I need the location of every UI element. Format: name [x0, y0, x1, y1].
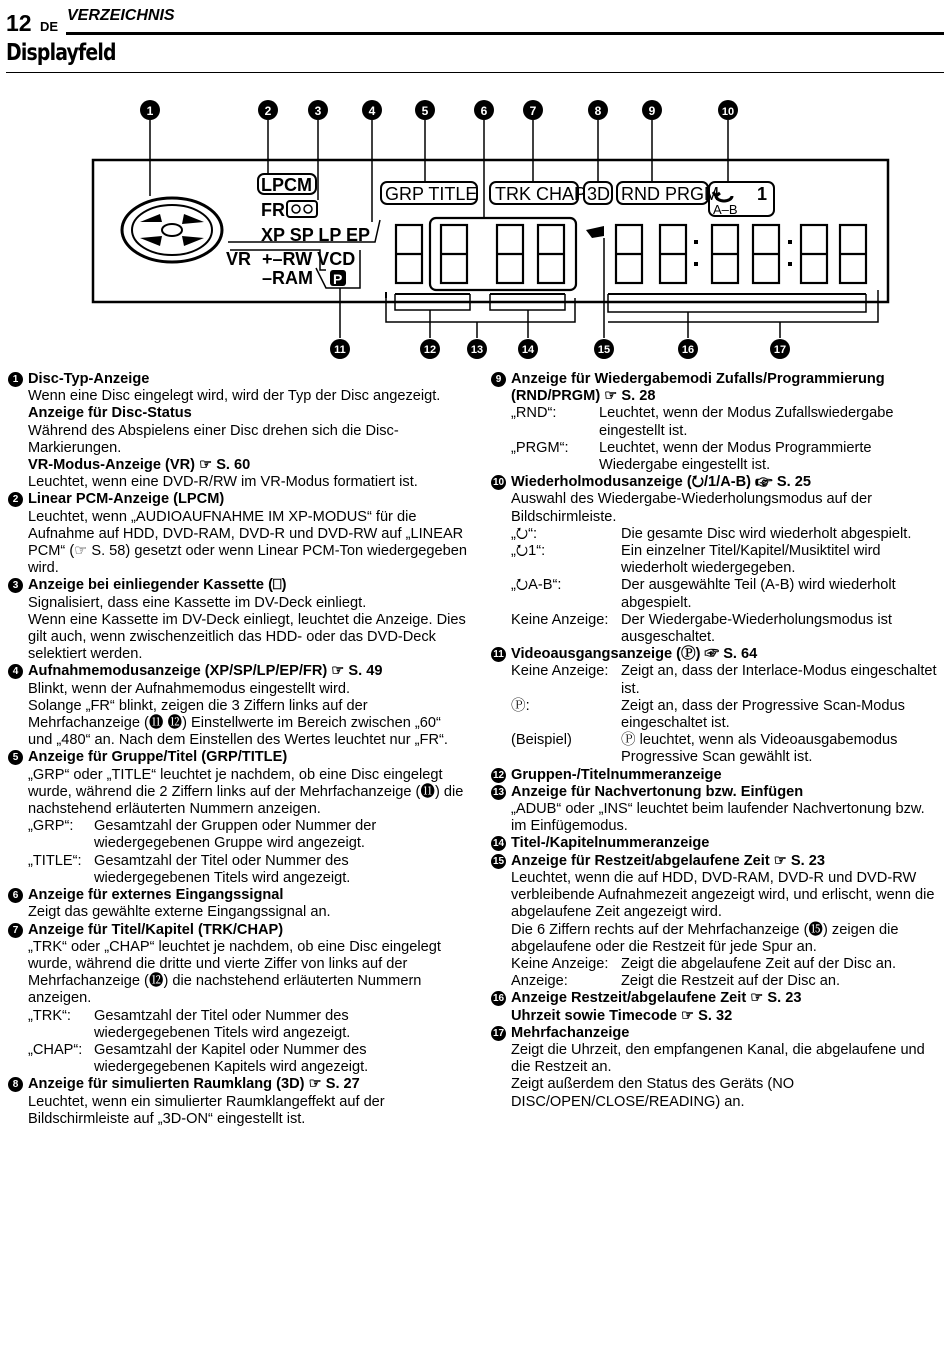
legend-text: Zeigt das gewählte externe Eingangssignal an. — [28, 904, 331, 921]
legend-item-3 — [8, 577, 468, 663]
legend-definition: Zeigt die Restzeit auf der Disc an. — [621, 973, 841, 990]
legend-heading: Anzeige für Gruppe/Titel (GRP/TITLE) — [28, 749, 288, 766]
legend-definition: Gesamtzahl der Titel oder Nummer des wiedergegebenen Titels wird angezeigt. — [94, 1007, 351, 1041]
legend-heading: Anzeige Restzeit/abgelaufene Zeit ☞ S. 23 — [511, 990, 802, 1007]
callout-5: 5 — [421, 104, 429, 118]
legend-text: Leuchtet, wenn ein simulierter Raumklangeffekt auf der Bildschirmleiste auf „3D-ON“ eingestellt ist. — [28, 1093, 385, 1127]
legend-number: 17 — [492, 1027, 505, 1039]
header-rule — [66, 32, 944, 35]
legend-item-17 — [491, 1025, 941, 1111]
page-number: 12 — [6, 10, 32, 36]
legend-definition: Gesamtzahl der Titel oder Nummer des wiedergegebenen Titels wird angezeigt. — [94, 852, 351, 886]
legend-item-14 — [491, 835, 941, 852]
legend-definition: Der ausgewählte Teil (A-B) wird wiederholt abgespielt. — [621, 577, 896, 611]
callout-10: 10 — [721, 106, 735, 118]
legend-number: 8 — [8, 1077, 23, 1092]
legend-text: Solange „FR“ blinkt, zeigen die 3 Ziffern links auf der Mehrfachanzeige (⓫ ⓬) Einstellwerte im Bereich zwischen „60“ und „480“ an. Nach dem Einstellen des Wertes leuchtet nur „FR“. — [28, 697, 448, 749]
callout-13: 13 — [470, 344, 484, 356]
legend-item-4 — [8, 663, 468, 749]
rw-vcd-indicator: +–RW VCD — [262, 249, 356, 269]
legend-number: 1 — [8, 372, 23, 387]
legend-term: Keine Anzeige: — [511, 611, 609, 628]
legend-heading: Linear PCM-Anzeige (LPCM) — [28, 491, 225, 508]
legend-item-12 — [491, 767, 941, 784]
legend-heading: Wiederholmodusanzeige (⭮/1/A-B) ☞ S. 25 — [511, 474, 811, 491]
legend-term-row — [511, 440, 941, 474]
legend-number: 15 — [492, 855, 505, 867]
legend-heading: Anzeige für externes Eingangssignal — [28, 887, 284, 904]
trk-chap-indicator: TRK CHAP — [495, 184, 587, 204]
legend-term: Ⓟ: — [511, 697, 530, 714]
legend-term-row — [511, 543, 941, 577]
legend-term-row — [28, 853, 468, 887]
callout-6: 6 — [480, 104, 488, 118]
legend-number: 12 — [492, 769, 505, 781]
legend-term-row — [511, 732, 941, 766]
legend-text: Blinkt, wenn der Aufnahmemodus eingestellt wird. — [28, 680, 351, 697]
legend-term-row — [28, 818, 468, 852]
legend-term-row — [28, 1042, 468, 1076]
legend-term-row — [511, 973, 941, 990]
callout-16: 16 — [681, 344, 695, 356]
legend-term: „PRGM“: — [511, 439, 569, 456]
legend-number: 9 — [491, 372, 506, 387]
callout-17: 17 — [773, 344, 787, 356]
callout-15: 15 — [597, 344, 611, 356]
legend-term: Keine Anzeige: — [511, 955, 609, 972]
page-title: Displayfeld — [6, 40, 116, 66]
display-panel-diagram — [0, 80, 950, 370]
legend-number: 11 — [491, 647, 506, 662]
legend-item-15 — [491, 853, 941, 991]
legend-number: 16 — [492, 993, 505, 1005]
legend-heading: Anzeige für Wiedergabemodi Zufalls/Programmierung (RND/PRGM) ☞ S. 28 — [511, 371, 885, 405]
legend-definition: Leuchtet, wenn der Modus Programmierte Wiedergabe eingestellt ist. — [599, 439, 872, 474]
legend-heading: Anzeige für Disc-Status — [28, 405, 192, 422]
legend-term: „⭮A-B“: — [511, 577, 562, 594]
page-header — [6, 6, 944, 36]
legend-heading: Titel-/Kapitelnummeranzeige — [511, 835, 710, 852]
legend-item-8 — [8, 1076, 468, 1128]
legend-text: Leuchtet, wenn „AUDIOAUFNAHME IM XP-MODUS“ für die Aufnahme auf HDD, DVD-RAM, DVD-R und DVD-RW auf „LINEAR PCM“ (☞ S. 58) gesetzt oder wenn Linear PCM-Ton wiedergegeben wird. — [28, 508, 467, 577]
callout-3: 3 — [314, 104, 322, 118]
callout-11: 11 — [334, 344, 346, 356]
legend-term: (Beispiel) — [511, 732, 572, 749]
legend-heading: VR-Modus-Anzeige (VR) ☞ S. 60 — [28, 457, 251, 474]
legend-term: Keine Anzeige: — [511, 663, 609, 680]
legend-item-13 — [491, 784, 941, 836]
legend-definition: Zeigt an, dass der Interlace-Modus eingeschaltet ist. — [621, 663, 937, 697]
legend-term-row — [511, 698, 941, 732]
legend-term-row — [511, 612, 941, 646]
legend-number: 7 — [8, 923, 23, 938]
legend-heading: Disc-Typ-Anzeige — [28, 371, 150, 387]
legend-number: 14 — [492, 838, 505, 850]
legend-term: Anzeige: — [511, 973, 568, 990]
legend-text: Wenn eine Kassette im DV-Deck einliegt, leuchtet die Anzeige. Dies gilt auch, wenn zwischenzeitlich das HDD- oder das DVD-Deck selektiert werden. — [28, 611, 466, 663]
legend-term-row — [511, 405, 941, 439]
legend-heading: Aufnahmemodusanzeige (XP/SP/LP/EP/FR) ☞ S. 49 — [28, 663, 383, 680]
callout-4: 4 — [368, 104, 376, 118]
legend-term: „GRP“: — [28, 818, 74, 835]
legend-text: Während des Abspielens einer Disc drehen sich die Disc-Markierungen. — [28, 422, 399, 456]
legend-number: 5 — [8, 750, 23, 765]
legend-number: 10 — [492, 477, 505, 489]
callout-7: 7 — [529, 104, 537, 118]
legend-term-row — [28, 1008, 468, 1042]
callout-8: 8 — [594, 104, 602, 118]
ram-indicator: –RAM — [262, 268, 314, 288]
legend-item-5 — [8, 749, 468, 887]
rec-mode-indicator: XP SP LP EP — [261, 225, 371, 245]
legend-text: Zeigt außerdem den Status des Geräts (NO DISC/OPEN/CLOSE/READING) an. — [511, 1076, 795, 1110]
3d-indicator: 3D — [587, 184, 611, 204]
legend-term-row — [511, 526, 941, 543]
legend-heading: Anzeige für Nachvertonung bzw. Einfügen — [511, 783, 804, 800]
legend-heading: Anzeige für Titel/Kapitel (TRK/CHAP) — [28, 921, 284, 938]
legend-definition: Leuchtet, wenn der Modus Zufallswiedergabe eingestellt ist. — [599, 405, 894, 439]
legend-text: Die 6 Ziffern rechts auf der Mehrfachanzeige (⓯) zeigen die abgelaufene oder die Restzeit für jede Spur an. — [511, 921, 899, 955]
legend-number: 3 — [8, 578, 23, 593]
legend-definition: Gesamtzahl der Gruppen oder Nummer der wiedergegebenen Gruppe wird angezeigt. — [94, 818, 377, 852]
left-column — [8, 371, 468, 1128]
repeat-ab-indicator: A–B — [713, 202, 738, 217]
legend-number: 4 — [8, 664, 23, 679]
progressive-letter: P — [333, 271, 343, 287]
callout-9: 9 — [648, 104, 656, 118]
legend-heading: Uhrzeit sowie Timecode ☞ S. 32 — [511, 1007, 733, 1024]
rnd-prgm-indicator: RND PRGM — [621, 184, 719, 204]
page-language: DE — [40, 19, 59, 34]
legend-term-row — [511, 663, 941, 697]
callout-2: 2 — [264, 104, 272, 118]
legend-definition: Gesamtzahl der Kapitel oder Nummer des wiedergegebenen Kapitels wird angezeigt. — [94, 1041, 369, 1076]
legend-text: „ADUB“ oder „INS“ leuchtet beim laufender Nachvertonung bzw. im Einfügemodus. — [511, 801, 925, 835]
legend-item-10 — [491, 474, 941, 646]
vr-indicator: VR — [226, 249, 252, 269]
title-rule — [6, 72, 944, 73]
legend-text: Signalisiert, dass eine Kassette im DV-Deck einliegt. — [28, 594, 367, 611]
legend-term: „⭮“: — [511, 525, 538, 542]
legend-heading: Mehrfachanzeige — [511, 1024, 630, 1041]
legend-term: „TRK“: — [28, 1007, 71, 1024]
legend-text: Auswahl des Wiedergabe-Wiederholungsmodus auf der Bildschirmleiste. — [511, 491, 872, 525]
remaining-time-icon — [586, 226, 604, 238]
legend-definition: Zeigt die abgelaufene Zeit auf der Disc an. — [621, 955, 897, 972]
legend-heading: Videoausgangsanzeige (Ⓟ) ☞ S. 64 — [511, 646, 758, 663]
legend-item-2 — [8, 491, 468, 577]
legend-term-row — [511, 577, 941, 611]
legend-heading: Anzeige für simulierten Raumklang (3D) ☞ S. 27 — [28, 1076, 360, 1093]
disc-icon — [122, 198, 222, 262]
fr-indicator: FR — [261, 200, 285, 220]
right-column — [491, 371, 941, 1111]
lpcm-indicator: LPCM — [261, 175, 312, 195]
legend-item-1 — [8, 371, 468, 491]
legend-text: Wenn eine Disc eingelegt wird, wird der Typ der Disc angezeigt. — [28, 388, 441, 405]
legend-term: „TITLE“: — [28, 852, 82, 869]
legend-term: „RND“: — [511, 405, 557, 422]
legend-text: Zeigt die Uhrzeit, den empfangenen Kanal, die abgelaufene und die Restzeit an. — [511, 1041, 925, 1076]
legend-item-7 — [8, 922, 468, 1077]
legend-definition: Ⓟ leuchtet, wenn als Videoausgabemodus Progressive Scan gewählt ist. — [621, 732, 898, 766]
legend-term: „⭮1“: — [511, 543, 546, 560]
legend-item-16 — [491, 990, 941, 1024]
multi-display-digits — [396, 218, 866, 290]
callout-14: 14 — [521, 344, 535, 356]
legend-term-row — [511, 956, 941, 973]
legend-text: „GRP“ oder „TITLE“ leuchtet je nachdem, ob eine Disc eingelegt wurde, während die 2 Ziffern links auf der Mehrfachanzeige (⓫) die nachstehend erläuterten Nummern anzeigen. — [28, 766, 464, 818]
segment-bars — [386, 292, 866, 298]
legend-number: 6 — [8, 888, 23, 903]
legend-definition: Die gesamte Disc wird wiederholt abgespielt. — [621, 525, 912, 542]
callout-12: 12 — [423, 344, 437, 356]
legend-definition: Zeigt an, dass der Progressive Scan-Modus eingeschaltet ist. — [621, 697, 905, 732]
legend-item-6 — [8, 887, 468, 921]
legend-term: „CHAP“: — [28, 1041, 83, 1058]
legend-number: 13 — [492, 786, 505, 798]
legend-heading: Gruppen-/Titelnummeranzeige — [511, 766, 722, 783]
section-title: VERZEICHNIS — [67, 7, 175, 24]
grp-title-indicator: GRP TITLE — [385, 184, 478, 204]
legend-text: „TRK“ oder „CHAP“ leuchtet je nachdem, ob eine Disc eingelegt wurde, während die dritte und vierte Ziffer von links auf der Mehrfachanzeige (⓬) die nachstehend erläuterten Nummern anzeigen. — [28, 938, 441, 1007]
legend-definition: Ein einzelner Titel/Kapitel/Musiktitel wird wiederholt wiedergegeben. — [621, 543, 881, 577]
legend-text: Leuchtet, wenn die auf HDD, DVD-RAM, DVD-R und DVD-RW verbleibende Aufnahmezeit angezeigt wird, und erlischt, wenn die abgelaufene Zeit angezeigt wird. — [511, 869, 935, 921]
legend-heading: Anzeige für Restzeit/abgelaufene Zeit ☞ S. 23 — [511, 852, 825, 869]
callout-markers — [140, 100, 790, 359]
legend-number: 2 — [8, 492, 23, 507]
legend-definition: Der Wiedergabe-Wiederholungsmodus ist ausgeschaltet. — [621, 611, 892, 646]
legend-item-9 — [491, 371, 941, 474]
legend-heading: Anzeige bei einliegender Kassette (⎕) — [28, 577, 287, 594]
legend-item-11 — [491, 646, 941, 766]
repeat-one-indicator: 1 — [757, 184, 768, 204]
callout-1: 1 — [146, 104, 154, 118]
legend-text: Leuchtet, wenn eine DVD-R/RW im VR-Modus formatiert ist. — [28, 474, 418, 491]
